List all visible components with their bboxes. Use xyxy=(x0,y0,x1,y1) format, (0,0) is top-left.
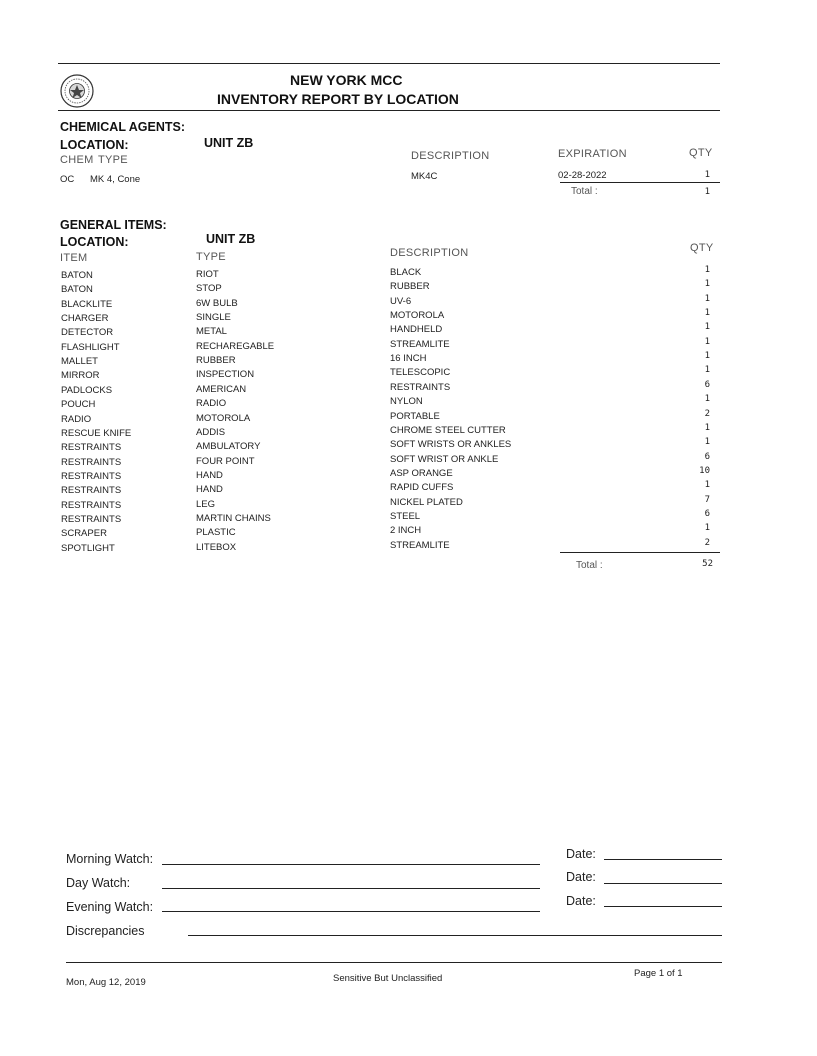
item-cell: RESTRAINTS xyxy=(61,513,122,525)
description-cell: PORTABLE xyxy=(390,410,440,422)
qty-cell: 1 xyxy=(704,422,710,433)
day-date-label: Date: xyxy=(566,870,596,884)
description-cell: STREAMLITE xyxy=(390,539,450,551)
general-total-label: Total : xyxy=(576,560,603,571)
description-cell: SOFT WRIST OR ANKLE xyxy=(390,453,499,465)
qty-cell: 10 xyxy=(699,465,710,476)
description-cell: RAPID CUFFS xyxy=(390,482,454,494)
general-total-rule xyxy=(560,552,720,553)
qty-cell: 6 xyxy=(704,508,710,519)
type-cell: STOP xyxy=(196,283,222,295)
evening-watch-line[interactable] xyxy=(162,911,540,912)
chemical-expiration: 02-28-2022 xyxy=(558,170,607,181)
description-cell: 2 INCH xyxy=(390,525,422,537)
chemical-total-value: 1 xyxy=(704,187,710,197)
item-cell: MALLET xyxy=(61,356,98,368)
org-title: NEW YORK MCC xyxy=(290,72,403,88)
qty-cell: 1 xyxy=(704,279,710,290)
item-cell: RESCUE KNIFE xyxy=(61,427,132,439)
type-cell: LITEBOX xyxy=(196,541,237,553)
description-cell: RESTRAINTS xyxy=(390,381,451,393)
description-cell: CHROME STEEL CUTTER xyxy=(390,424,506,436)
header-bottom-rule xyxy=(58,110,720,111)
footer-classification: Sensitive But Unclassified xyxy=(333,973,443,984)
qty-cell: 1 xyxy=(704,308,710,319)
general-location-value: UNIT ZB xyxy=(206,232,256,246)
type-cell: INSPECTION xyxy=(196,369,255,381)
description-cell: STREAMLITE xyxy=(390,338,450,350)
day-watch-label: Day Watch: xyxy=(66,876,131,890)
report-title: INVENTORY REPORT BY LOCATION xyxy=(217,91,459,107)
evening-date-line[interactable] xyxy=(604,906,722,907)
qty-cell: 1 xyxy=(704,322,710,333)
qty-cell: 1 xyxy=(704,394,710,405)
header-top-rule xyxy=(58,63,720,64)
type-cell: PLASTIC xyxy=(196,527,236,539)
general-col-description: DESCRIPTION xyxy=(390,247,469,259)
item-cell: RESTRAINTS xyxy=(61,470,122,482)
agency-seal-logo xyxy=(60,74,94,108)
item-cell: SPOTLIGHT xyxy=(61,542,115,554)
qty-cell: 1 xyxy=(704,437,710,448)
item-cell: RESTRAINTS xyxy=(61,456,122,468)
type-cell: RUBBER xyxy=(196,355,236,367)
description-cell: UV-6 xyxy=(390,295,412,307)
qty-cell: 1 xyxy=(704,293,710,304)
description-cell: TELESCOPIC xyxy=(390,367,451,379)
description-cell: RUBBER xyxy=(390,281,430,293)
item-cell: PADLOCKS xyxy=(61,384,113,396)
description-cell: SOFT WRISTS OR ANKLES xyxy=(390,439,512,451)
type-cell: MARTIN CHAINS xyxy=(196,512,271,524)
qty-cell: 2 xyxy=(704,537,710,548)
type-cell: ADDIS xyxy=(196,426,226,438)
footer-page-number: Page 1 of 1 xyxy=(634,968,683,979)
qty-cell: 6 xyxy=(704,451,710,462)
item-cell: CHARGER xyxy=(61,313,109,325)
chemical-description: MK4C xyxy=(411,171,438,182)
item-cell: BATON xyxy=(61,270,93,281)
qty-cell: 1 xyxy=(704,365,710,376)
type-cell: MOTOROLA xyxy=(196,412,251,424)
chemical-total-rule xyxy=(560,182,720,183)
item-cell: POUCH xyxy=(61,399,96,411)
chemical-location-label: LOCATION: xyxy=(60,138,129,152)
qty-cell: 2 xyxy=(704,408,710,419)
general-total-value: 52 xyxy=(702,559,713,569)
type-cell: RECHAREGABLE xyxy=(196,340,275,352)
general-col-item: ITEM xyxy=(60,252,88,264)
chemical-section-title: CHEMICAL AGENTS: xyxy=(60,120,185,134)
day-date-line[interactable] xyxy=(604,883,722,884)
qty-cell: 1 xyxy=(704,523,710,534)
evening-watch-label: Evening Watch: xyxy=(66,900,154,914)
description-cell: NYLON xyxy=(390,396,423,408)
description-cell: STEEL xyxy=(390,510,421,522)
qty-cell: 1 xyxy=(704,480,710,491)
chemical-location-value: UNIT ZB xyxy=(204,136,254,150)
type-cell: HAND xyxy=(196,469,223,481)
qty-cell: 1 xyxy=(704,351,710,362)
chemical-type: MK 4, Cone xyxy=(90,174,141,185)
type-cell: FOUR POINT xyxy=(196,455,255,467)
discrepancies-label: Discrepancies xyxy=(66,924,145,938)
morning-date-label: Date: xyxy=(566,847,596,861)
type-cell: SINGLE xyxy=(196,312,231,324)
type-cell: HAND xyxy=(196,484,223,496)
general-col-qty: QTY xyxy=(690,242,714,254)
chemical-col-chem: CHEM xyxy=(60,154,94,166)
morning-watch-label: Morning Watch: xyxy=(66,852,154,866)
qty-cell: 6 xyxy=(704,379,710,390)
description-cell: ASP ORANGE xyxy=(390,467,453,479)
item-cell: FLASHLIGHT xyxy=(61,341,120,353)
general-section-title: GENERAL ITEMS: xyxy=(60,218,167,232)
chemical-col-description: DESCRIPTION xyxy=(411,150,490,162)
description-cell: 16 INCH xyxy=(390,353,427,365)
qty-cell: 1 xyxy=(704,336,710,347)
day-watch-line[interactable] xyxy=(162,888,540,889)
type-cell: METAL xyxy=(196,326,227,338)
footer-rule xyxy=(66,962,722,963)
morning-date-line[interactable] xyxy=(604,859,722,860)
chemical-col-expiration: EXPIRATION xyxy=(558,148,627,160)
item-cell: RADIO xyxy=(61,413,92,425)
discrepancies-line[interactable] xyxy=(188,935,722,936)
chemical-col-type: TYPE xyxy=(98,154,128,166)
item-cell: SCRAPER xyxy=(61,528,107,540)
chemical-total-label: Total : xyxy=(571,186,598,197)
general-location-label: LOCATION: xyxy=(60,235,129,249)
item-cell: BLACKLITE xyxy=(61,298,113,310)
qty-cell: 7 xyxy=(704,494,710,505)
evening-date-label: Date: xyxy=(566,894,596,908)
type-cell: LEG xyxy=(196,498,216,510)
morning-watch-line[interactable] xyxy=(162,864,540,865)
type-cell: RIOT xyxy=(196,269,219,280)
item-cell: MIRROR xyxy=(61,370,100,382)
type-cell: AMERICAN xyxy=(196,383,247,395)
chemical-chem: OC xyxy=(60,174,75,185)
description-cell: HANDHELD xyxy=(390,324,443,336)
item-cell: RESTRAINTS xyxy=(61,485,122,497)
type-cell: RADIO xyxy=(196,398,227,410)
general-col-type: TYPE xyxy=(196,251,226,263)
chemical-col-qty: QTY xyxy=(689,147,713,159)
type-cell: 6W BULB xyxy=(196,297,238,309)
item-cell: DETECTOR xyxy=(61,327,114,339)
type-cell: AMBULATORY xyxy=(196,441,261,453)
description-cell: MOTOROLA xyxy=(390,310,445,322)
chemical-qty: 1 xyxy=(704,170,710,180)
footer-date: Mon, Aug 12, 2019 xyxy=(66,977,146,988)
qty-cell: 1 xyxy=(704,265,710,275)
description-cell: NICKEL PLATED xyxy=(390,496,463,508)
item-cell: RESTRAINTS xyxy=(61,442,122,454)
item-cell: RESTRAINTS xyxy=(61,499,122,511)
item-cell: BATON xyxy=(61,284,93,296)
description-cell: BLACK xyxy=(390,267,422,278)
